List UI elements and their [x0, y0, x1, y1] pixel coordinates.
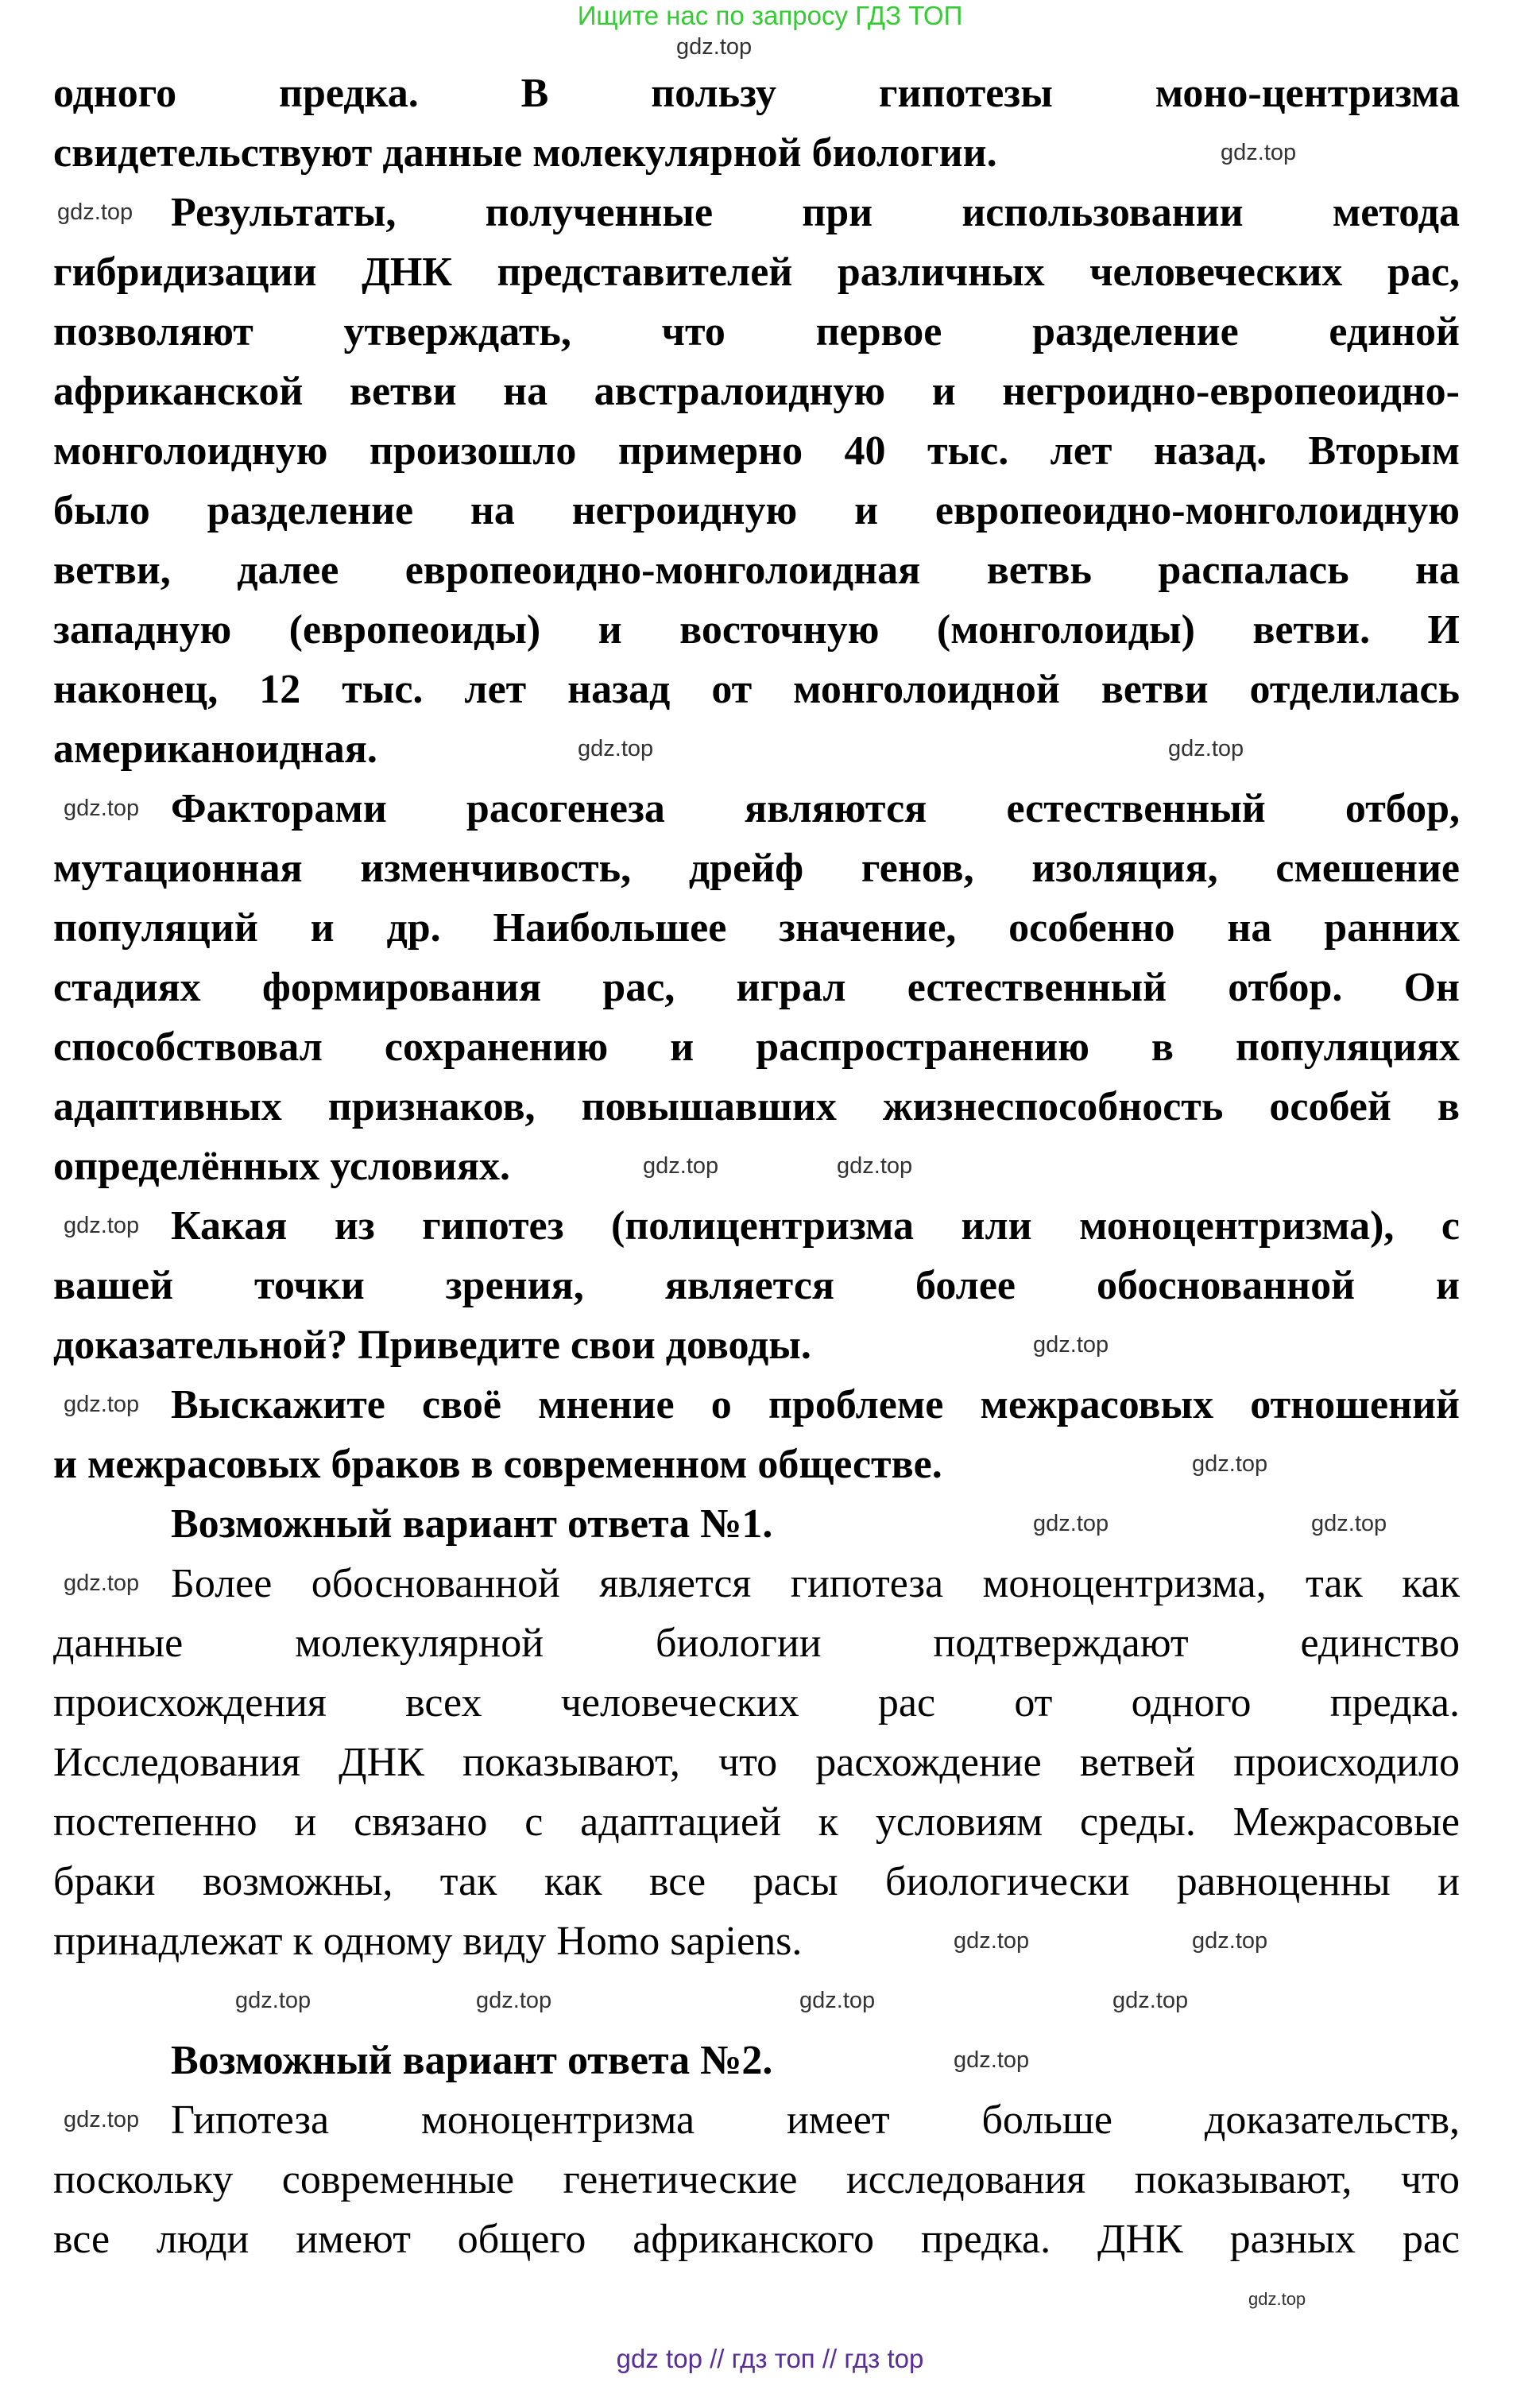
- watermark: gdz.top: [1221, 140, 1297, 165]
- text-line: Факторами расогенеза являются естественный отбор,: [171, 786, 1460, 831]
- text-line: свидетельствуют данные молекулярной биологии.: [53, 130, 997, 176]
- watermark: gdz.top: [1192, 1451, 1268, 1477]
- watermark: gdz.top: [1311, 1511, 1387, 1536]
- footer-links[interactable]: gdz top // гдз топ // гдз top: [616, 2344, 924, 2373]
- watermark: gdz.top: [64, 1213, 140, 1238]
- search-banner: Ищите нас по запросу ГДЗ ТОП: [577, 1, 963, 30]
- watermark: gdz.top: [57, 199, 133, 225]
- watermark: gdz.top: [578, 736, 654, 761]
- watermark: gdz.top: [235, 1988, 311, 2013]
- answer-line: данные молекулярной биологии подтверждают единство: [53, 1621, 1460, 1666]
- watermark: gdz.top: [676, 34, 753, 60]
- text-line: способствовал сохранению и распространению в популяциях: [53, 1024, 1460, 1070]
- text-line: Результаты, полученные при использовании метода: [171, 190, 1460, 235]
- question-line: вашей точки зрения, является более обоснованной и: [53, 1263, 1460, 1308]
- watermark: gdz.top: [954, 1928, 1030, 1954]
- text-line: позволяют утверждать, что первое разделение единой: [53, 309, 1460, 354]
- text-line: наконец, 12 тыс. лет назад от монголоидной ветви отделилась: [53, 667, 1460, 712]
- text-line: американоидная.: [53, 726, 377, 772]
- watermark: gdz.top: [1168, 736, 1244, 761]
- answer-line: браки возможны, так как все расы биологически равноценны и: [53, 1859, 1460, 1904]
- watermark: gdz.top: [643, 1153, 719, 1179]
- text-line: африканской ветви на австралоидную и негроидно-европеоидно-: [53, 369, 1460, 414]
- answer-line: поскольку современные генетические исследования показывают, что: [53, 2157, 1460, 2202]
- watermark: gdz.top: [64, 1571, 140, 1596]
- text-line: адаптивных признаков, повышавших жизнеспособность особей в: [53, 1084, 1460, 1129]
- watermark: gdz.top: [64, 796, 140, 821]
- watermark: gdz.top: [476, 1988, 552, 2013]
- answer-line: Исследования ДНК показывают, что расхождение ветвей происходило: [53, 1740, 1460, 1785]
- watermark: gdz.top: [1112, 1988, 1189, 2013]
- answer-line: постепенно и связано с адаптацией к условиям среды. Межрасовые: [53, 1799, 1460, 1845]
- watermark: gdz.top: [1248, 2289, 1306, 2309]
- question-line: Какая из гипотез (полицентризма или моноцентризма), с: [171, 1203, 1460, 1249]
- watermark: gdz.top: [837, 1153, 913, 1179]
- answer-heading-2: Возможный вариант ответа №2.: [171, 2038, 773, 2083]
- watermark: gdz.top: [1033, 1511, 1109, 1536]
- watermark: gdz.top: [1033, 1332, 1109, 1358]
- answer-line: все люди имеют общего африканского предка. ДНК разных рас: [53, 2217, 1460, 2262]
- watermark: gdz.top: [64, 2107, 140, 2132]
- text-line: монголоидную произошло примерно 40 тыс. лет назад. Вторым: [53, 428, 1460, 474]
- text-line: ветви, далее европеоидно-монголоидная ветвь распалась на: [53, 548, 1460, 593]
- question-line: и межрасовых браков в современном обществе.: [53, 1442, 942, 1487]
- text-line: стадиях формирования рас, играл естественный отбор. Он: [53, 965, 1460, 1010]
- text-line: мутационная изменчивость, дрейф генов, изоляция, смешение: [53, 846, 1460, 891]
- question-line: доказательной? Приведите свои доводы.: [53, 1323, 811, 1368]
- question-line: Выскажите своё мнение о проблеме межрасовых отношений: [171, 1382, 1460, 1427]
- answer-line: Гипотеза моноцентризма имеет больше доказательств,: [171, 2097, 1460, 2143]
- text-line: одного предка. В пользу гипотезы моно-центризма: [53, 71, 1460, 116]
- answer-line: Более обоснованной является гипотеза моноцентризма, так как: [171, 1561, 1460, 1606]
- watermark: gdz.top: [799, 1988, 876, 2013]
- text-line: западную (европеоиды) и восточную (монголоиды) ветви. И: [53, 607, 1460, 653]
- text-line: популяций и др. Наибольшее значение, особенно на ранних: [53, 905, 1460, 951]
- answer-heading-1: Возможный вариант ответа №1.: [171, 1501, 773, 1547]
- text-line: было разделение на негроидную и европеоидно-монголоидную: [53, 488, 1460, 533]
- watermark: gdz.top: [64, 1392, 140, 1417]
- text-line: определённых условиях.: [53, 1144, 510, 1189]
- answer-line: происхождения всех человеческих рас от одного предка.: [53, 1680, 1460, 1725]
- watermark: gdz.top: [954, 2047, 1030, 2073]
- answer-line: принадлежат к одному виду Homo sapiens.: [53, 1919, 803, 1964]
- watermark: gdz.top: [1192, 1928, 1268, 1954]
- text-line: гибридизации ДНК представителей различных человеческих рас,: [53, 250, 1460, 295]
